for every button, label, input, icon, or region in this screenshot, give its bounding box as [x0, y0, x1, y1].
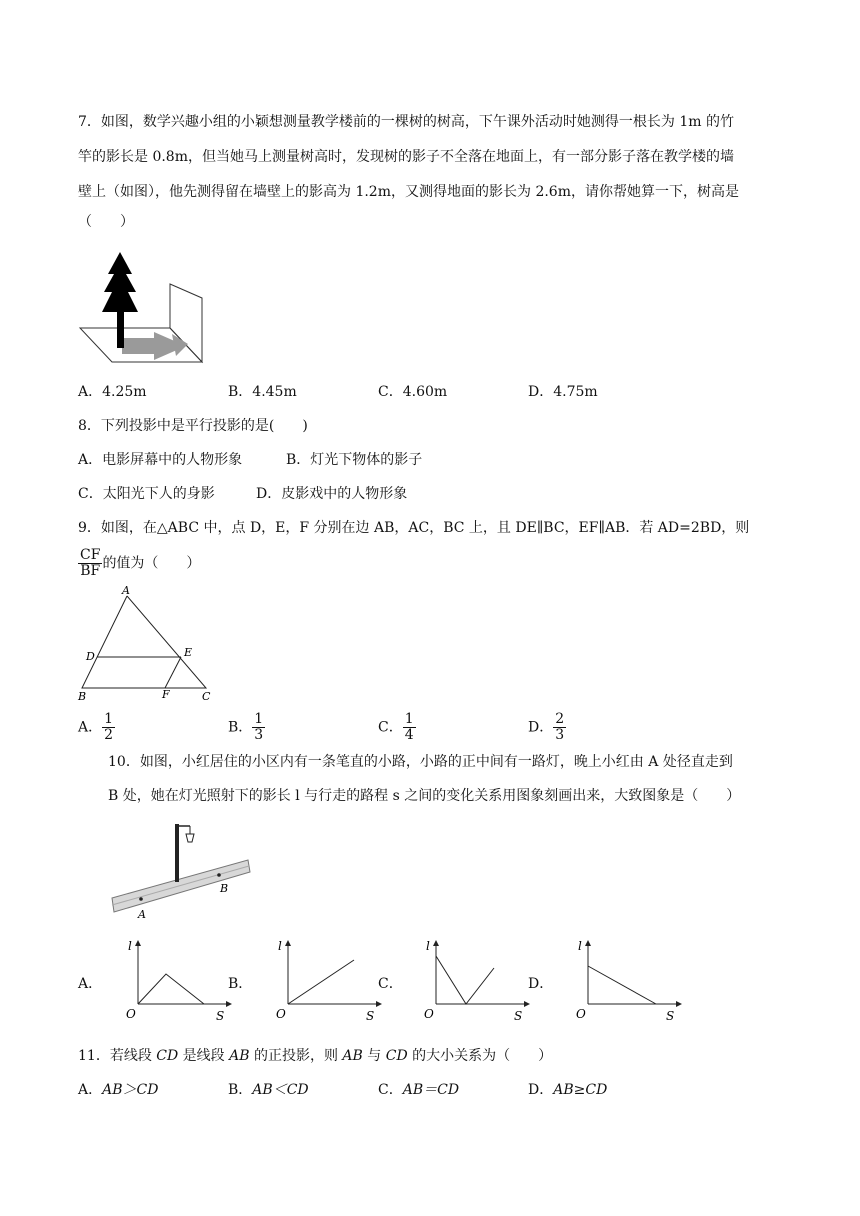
q10-stem-line1: 10．如图，小红居住的小区内有一条笔直的小路，小路的正中间有一路灯，晚上小红由 A 处径直走到 — [108, 754, 733, 770]
q8-option-d: D．皮影戏中的人物形象 — [256, 486, 408, 502]
q10-option-c-letter: C． — [378, 976, 403, 992]
q7-tree-figure — [78, 250, 210, 368]
q10-label-b: B — [220, 882, 229, 895]
q11-option-a: A．AB＞CD — [78, 1082, 159, 1098]
q7-stem-line1: 7．如图，数学兴趣小组的小颖想测量教学楼前的一棵树的树高，下午课外活动时她测得一根长为 1m 的竹 — [78, 114, 734, 130]
q10-road-lamp-figure — [108, 820, 254, 920]
svg-text:S: S — [514, 1009, 523, 1023]
q9-option-a: A． $\frac{1}{2}$ — [78, 711, 114, 743]
q10-option-d-graph — [562, 938, 680, 1022]
q9-stem: 9．如图，在△ABC 中，点 D，E，F 分别在边 AB，AC，BC 上，且 DE∥BC，EF∥AB．若 AD=2BD，则 — [78, 520, 750, 536]
svg-text:S: S — [666, 1009, 675, 1023]
q10-option-b-letter: B． — [228, 976, 253, 992]
svg-text:O: O — [126, 1007, 136, 1021]
q11-option-b: B．AB＜CD — [228, 1082, 309, 1098]
q11-stem: 11．若线段 CD 是线段 AB 的正投影，则 AB 与 CD 的大小关系为（ ） — [78, 1048, 553, 1064]
q9-fraction-cf-bf: $\frac{CF}{BF}$ — [80, 547, 101, 579]
svg-text:O: O — [276, 1007, 286, 1021]
q9-option-b: B． $\frac{1}{3}$ — [228, 711, 264, 743]
svg-text:S: S — [366, 1009, 375, 1023]
q9-label-a: A — [122, 584, 130, 597]
q8-stem: 8．下列投影中是平行投影的是( ) — [78, 418, 308, 434]
svg-text:S: S — [216, 1009, 225, 1023]
svg-text:l: l — [426, 939, 430, 953]
q10-option-a-letter: A． — [78, 976, 103, 992]
svg-text:O: O — [424, 1007, 434, 1021]
q10-option-b-graph — [262, 938, 380, 1022]
q9-label-b: B — [78, 690, 87, 703]
svg-text:l: l — [278, 939, 282, 953]
q7-option-b: B．4.45m — [228, 384, 297, 400]
q9-option-c: C． $\frac{1}{4}$ — [378, 711, 414, 743]
q10-option-a-graph — [112, 938, 230, 1022]
q9-label-c: C — [202, 690, 211, 703]
q9-option-d: D． $\frac{2}{3}$ — [528, 711, 565, 743]
q9-label-d: D — [86, 650, 95, 663]
q10-stem-line2: B 处，她在灯光照射下的影长 l 与行走的路程 s 之间的变化关系用图象刻画出来，大致图象是（ ） — [108, 788, 741, 804]
q9-label-f: F — [162, 688, 170, 701]
q7-option-d: D．4.75m — [528, 384, 598, 400]
svg-text:l: l — [128, 939, 132, 953]
q9-triangle-figure — [74, 584, 214, 702]
q10-option-d-letter: D． — [528, 976, 554, 992]
svg-text:l: l — [578, 939, 582, 953]
q8-option-c: C．太阳光下人的身影 — [78, 486, 215, 502]
q7-stem-line4: （ ） — [78, 214, 134, 230]
q10-option-c-graph — [410, 938, 528, 1022]
q11-option-d: D．AB≥CD — [528, 1082, 608, 1098]
q8-option-b: B．灯光下物体的影子 — [286, 452, 423, 468]
q7-option-c: C．4.60m — [378, 384, 448, 400]
q9-stem-line2: $\frac{CF}{BF}$ 的值为（ ） — [80, 547, 201, 579]
q7-option-a: A．4.25m — [78, 384, 147, 400]
q11-option-c: C．AB＝CD — [378, 1082, 460, 1098]
q10-label-a: A — [138, 908, 146, 921]
q7-stem-line3: 壁上（如图），他先测得留在墙壁上的影高为 1.2m，又测得地面的影长为 2.6m，请你帮她算一下，树高是 — [78, 184, 739, 200]
q8-option-a: A．电影屏幕中的人物形象 — [78, 452, 243, 468]
svg-text:O: O — [576, 1007, 586, 1021]
q9-label-e: E — [184, 646, 193, 659]
q7-stem-line2: 竿的影长是 0.8m，但当她马上测量树高时，发现树的影子不全落在地面上，有一部分影子落在教学楼的墙 — [78, 149, 734, 165]
